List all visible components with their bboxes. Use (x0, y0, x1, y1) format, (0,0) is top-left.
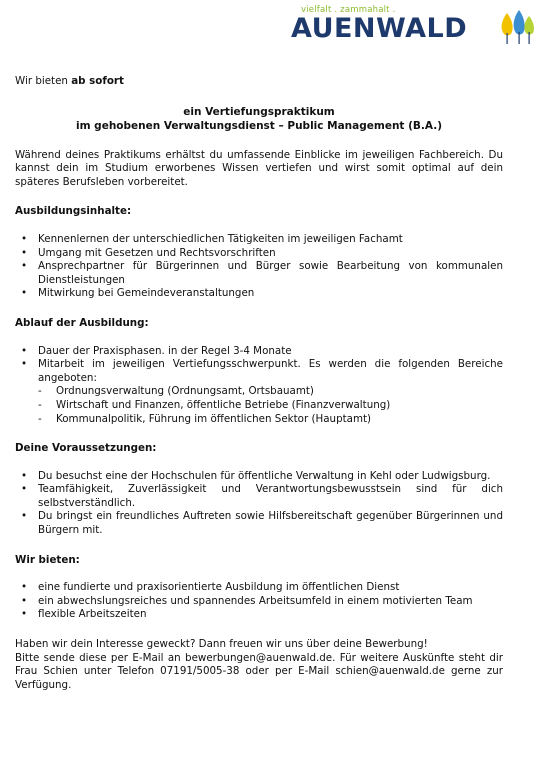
list-item-text: Mitwirkung bei Gemeindeveranstaltungen (38, 287, 255, 300)
closing-line-1: Haben wir dein Interesse geweckt? Dann freuen wir uns über deine Bewerbung! (15, 638, 428, 651)
list-item-text: Umgang mit Gesetzen und Rechtsvorschriften (38, 246, 276, 259)
heading-wir-bieten: Wir bieten: (15, 553, 80, 566)
list-item (15, 595, 503, 609)
title-line-2: im gehobenen Verwaltungsdienst – Public Management (B.A.) (75, 119, 442, 132)
list-wir-bieten (15, 581, 503, 622)
bullet-icon: • (21, 581, 28, 594)
list-item (15, 470, 503, 484)
dash-icon: - (38, 385, 42, 398)
list-item-text: Mitarbeit im jeweiligen Vertiefungsschwerpunkt. Es werden die folgenden Bereiche angeboten: (38, 358, 503, 384)
bullet-icon: • (21, 260, 28, 273)
trees-logo-icon (498, 9, 536, 45)
list-item (15, 510, 503, 537)
list-item-text: Teamfähigkeit, Zuverlässigkeit und Verantwortungsbewusstsein sind für dich selbstverständlich. (38, 483, 503, 509)
bullet-icon: • (21, 246, 28, 259)
list-ausbildungsinhalte (15, 233, 503, 301)
bullet-icon: • (21, 232, 28, 245)
list-item-text: ein abwechslungsreiches und spannendes Arbeitsumfeld in einem motivierten Team (38, 594, 473, 607)
heading-ausbildungsinhalte: Ausbildungsinhalte: (15, 205, 132, 218)
closing-line-2: Bitte sende diese per E-Mail an bewerbungen@auenwald.de. Für weitere Auskünfte steht dir Frau Schien unter Telefon 07191/5005-38 oder per E-Mail schien@auenwald.de gerne zur Verfügung. (15, 651, 503, 691)
list-item (15, 260, 503, 287)
list-item-text: Kennenlernen der unterschiedlichen Tätigkeiten im jeweiligen Fachamt (38, 232, 403, 245)
title-line-1: ein Vertiefungspraktikum (183, 105, 335, 118)
closing-paragraph (15, 638, 503, 692)
bullet-icon: • (21, 608, 28, 621)
list-item (15, 233, 503, 247)
sublist-item-text: Wirtschaft und Finanzen, öffentliche Betriebe (Finanzverwaltung) (56, 398, 391, 411)
description: Während deines Praktikums erhältst du umfassende Einblicke im jeweiligen Fachbereich. Du kannst dein im Studium erworbenes Wissen vertiefen und wirst somit optimal auf dein späteres Berufsleben vorbereitet. (15, 148, 503, 188)
list-item-text: Dauer der Praxisphasen. in der Regel 3-4 Monate (38, 344, 292, 357)
bullet-icon: • (21, 594, 28, 607)
list-item (15, 608, 503, 622)
bullet-icon: • (21, 358, 28, 371)
bullet-icon: • (21, 287, 28, 300)
logo-wordmark: AUENWALD (291, 13, 468, 44)
intro-line (15, 75, 503, 89)
sublist-item-text: Kommunalpolitik, Führung im öffentlichen Sektor (Hauptamt) (56, 412, 372, 425)
heading-voraussetzungen: Deine Voraussetzungen: (15, 442, 157, 455)
dash-icon: - (38, 412, 42, 425)
list-item (15, 345, 503, 359)
sublist-item (38, 413, 503, 427)
intro-start-date: ab sofort (71, 75, 124, 87)
sublist-item-text: Ordnungsverwaltung (Ordnungsamt, Ortsbauamt) (56, 385, 314, 398)
list-item (15, 581, 503, 595)
list-item (15, 483, 503, 510)
bullet-icon: • (21, 469, 28, 482)
bullet-icon: • (21, 483, 28, 496)
list-voraussetzungen (15, 470, 503, 538)
list-item-text: eine fundierte und praxisorientierte Ausbildung im öffentlichen Dienst (38, 581, 400, 594)
posting-title (15, 105, 503, 133)
list-item-text: flexible Arbeitszeiten (38, 608, 147, 621)
posting-content (15, 75, 503, 692)
list-item (15, 247, 503, 261)
dash-icon: - (38, 398, 42, 411)
list-item (15, 358, 503, 426)
sublist-item (38, 399, 503, 413)
bullet-icon: • (21, 510, 28, 523)
heading-ablauf: Ablauf der Ausbildung: (15, 316, 149, 329)
list-ablauf (15, 345, 503, 427)
list-item-text: Ansprechpartner für Bürgerinnen und Bürger sowie Bearbeitung von kommunalen Dienstleistungen (38, 260, 503, 286)
auenwald-logo (291, 5, 536, 47)
sublist-bereiche (38, 385, 503, 426)
list-item-text: Du bringst ein freundliches Auftreten sowie Hilfsbereitschaft gegenüber Bürgerinnen und Bürgern mit. (38, 510, 503, 537)
list-item (15, 287, 503, 301)
intro-prefix: Wir bieten (15, 75, 72, 87)
sublist-item (38, 385, 503, 399)
logo-tagline: vielfalt . zammahalt . (301, 5, 396, 15)
bullet-icon: • (21, 344, 28, 357)
list-item-text: Du besuchst eine der Hochschulen für öffentliche Verwaltung in Kehl oder Ludwigsburg. (38, 469, 491, 482)
